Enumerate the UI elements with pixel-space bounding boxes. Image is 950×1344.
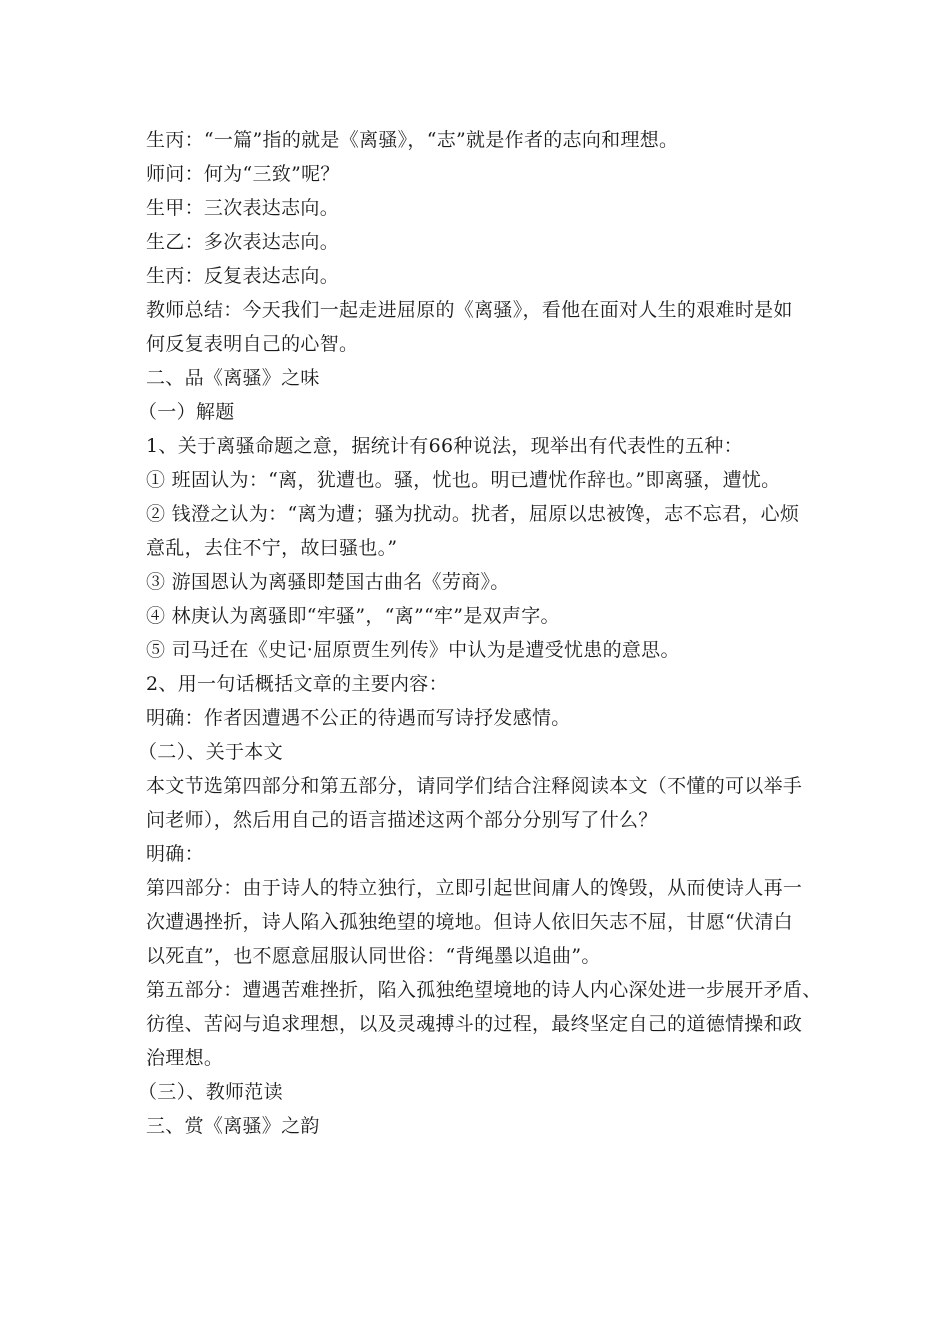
- text-line: 生甲：三次表达志向。: [146, 197, 340, 219]
- section-heading: 二、品《离骚》之味: [146, 367, 320, 389]
- subsection-heading: （三）、教师范读: [138, 1081, 283, 1103]
- list-item: ② 钱澄之认为：“离为遭；骚为扰动。扰者，屈原以忠被馋，志不忘君，心烦: [146, 503, 800, 525]
- list-item: ③ 游国恩认为离骚即楚国古曲名《劳商》。: [146, 571, 510, 593]
- text-line: 师问：何为“三致”呢？: [146, 163, 340, 185]
- text-line: 治理想。: [146, 1047, 224, 1069]
- subsection-heading: （二）、关于本文: [138, 741, 283, 763]
- text-line: 2、用一句话概括文章的主要内容：: [146, 673, 448, 695]
- text-line: 何反复表明自己的心智。: [146, 333, 359, 355]
- text-line: 第五部分：遭遇苦难挫折，陷入孤独绝望境地的诗人内心深处进一步展开矛盾、: [146, 979, 822, 1001]
- text-line: 明确：作者因遭遇不公正的待遇而写诗抒发感情。: [146, 707, 571, 729]
- text-line: 以死直”，也不愿意屈服认同世俗：“背绳墨以追曲”。: [146, 945, 601, 967]
- text-line: 明确：: [146, 843, 204, 865]
- text-line: 彷徨、苦闷与追求理想，以及灵魂搏斗的过程，最终坚定自己的道德情操和政: [146, 1013, 803, 1035]
- document-body: [138, 123, 822, 1143]
- text-line: 问老师），然后用自己的语言描述这两个部分分别写了什么？: [146, 809, 658, 831]
- text-line: 本文节选第四部分和第五部分，请同学们结合注释阅读本文（不懂的可以举手: [146, 775, 803, 797]
- text-line: 生丙：“一篇”指的就是《离骚》，“志”就是作者的志向和理想。: [146, 129, 679, 151]
- text-line: 第四部分：由于诗人的特立独行，立即引起世间庸人的馋毁，从而使诗人再一: [146, 877, 803, 899]
- section-heading: 三、赏《离骚》之韵: [146, 1115, 320, 1137]
- list-item: ④ 林庚认为离骚即“牢骚”，“离”“牢”是双声字。: [146, 605, 560, 627]
- text-line: 教师总结：今天我们一起走进屈原的《离骚》，看他在面对人生的艰难时是如: [146, 299, 793, 321]
- text-line: 1、关于离骚命题之意，据统计有66种说法，现举出有代表性的五种：: [146, 435, 743, 457]
- text-line: 生乙：多次表达志向。: [146, 231, 340, 253]
- text-line: 生丙：反复表达志向。: [146, 265, 340, 287]
- list-item: ⑤ 司马迁在《史记·屈原贾生列传》中认为是遭受忧患的意思。: [146, 639, 680, 661]
- text-line: 意乱，去住不宁，故曰骚也。”: [146, 537, 398, 559]
- text-line: 次遭遇挫折，诗人陷入孤独绝望的境地。但诗人依旧矢志不屈，甘愿“伏清白: [146, 911, 793, 933]
- subsection-heading: （一）解题: [138, 401, 235, 423]
- list-item: ① 班固认为：“离，犹遭也。骚，忧也。明已遭忧作辞也。”即离骚，遭忧。: [146, 469, 781, 491]
